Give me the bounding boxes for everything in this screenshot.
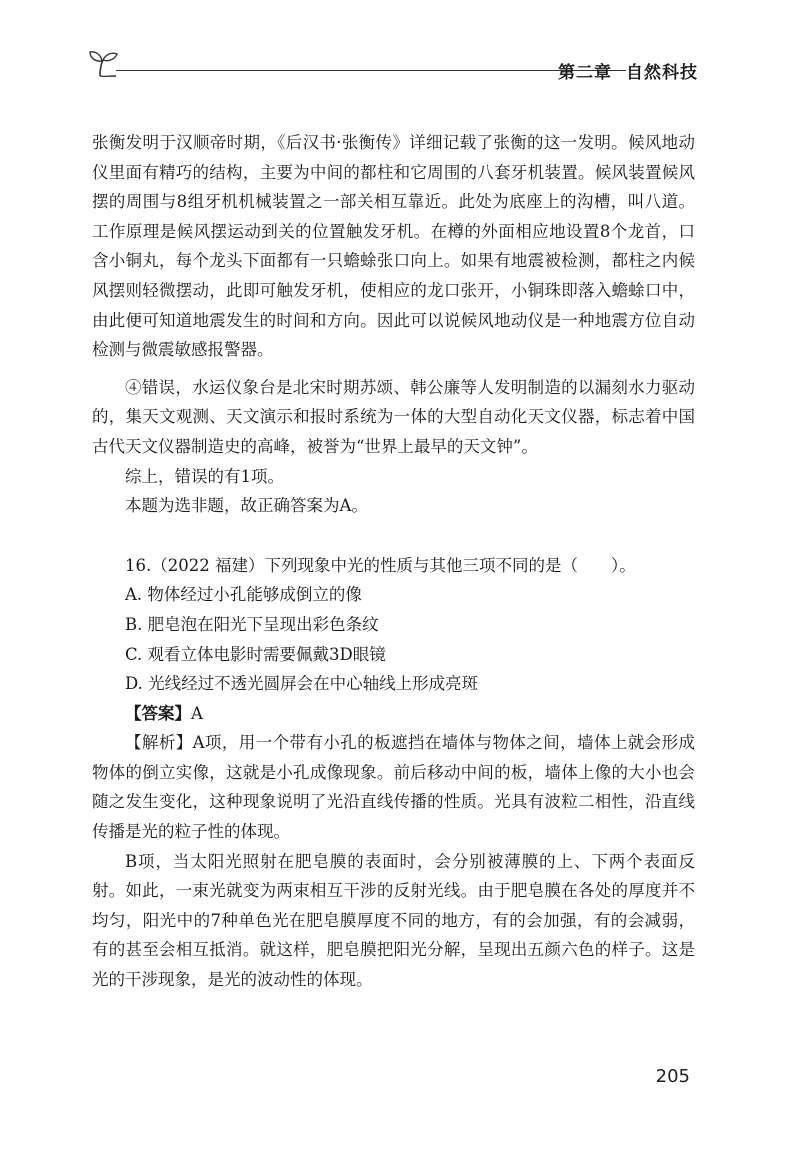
option-a: A. 物体经过小孔能够成倒立的像 xyxy=(125,585,362,605)
question-stem: 16.（2022 福建）下列现象中光的性质与其他三项不同的是（ ）。 xyxy=(125,555,636,575)
analysis-b: B项，当太阳光照射在肥皂膜的表面时，会分别被薄膜的上、下两个表面反射。如此，一束光就变为两束相互干涉的反射光线。由于肥皂膜在各处的厚度并不均匀，阳光中的7种单色光在肥皂膜厚度不同的地方，有的会加强，有的会减弱，有的甚至会相互抵消。就这样，肥皂膜把阳光分解，呈现出五颜六色的样子。这是光的干涉现象，是光的波动性的体现。 xyxy=(92,851,695,990)
answer-line xyxy=(92,699,695,729)
analysis-a xyxy=(92,728,695,846)
chapter-number: 第二章 xyxy=(558,63,612,83)
analysis-a-text: A项，用一个带有小孔的板遮挡在墙体与物体之间，墙体上就会形成物体的倒立实像，这就是小孔成像现象。前后移动中间的板，墙体上像的大小也会随之发生变化，这种现象说明了光沿直线传播的性质。光具有波粒二相性，沿直线传播是光的粒子性的体现。 xyxy=(92,733,696,842)
answer-value: A xyxy=(191,703,203,723)
page-body xyxy=(92,128,695,995)
header-rule xyxy=(116,70,626,71)
option-c: C. 观看立体电影时需要佩戴3D眼镜 xyxy=(125,644,386,664)
paragraph-seismograph: 张衡发明于汉顺帝时期，《后汉书·张衡传》详细记载了张衡的这一发明。候风地动仪里面有精巧的结构，主要为中间的都柱和它周围的八套牙机装置。候风装置候风摆的周围与8组牙机机械装置之一部关相互靠近。此处为底座上的沟槽，叫八道。工作原理是候风摆运动到关的位置触发牙机。在樽的外面相应地设置8个龙首，口含小铜丸，每个龙头下面都有一只蟾蜍张口向上。如果有地震被检测，都柱之内候风摆则轻微摆动，此即可触发牙机，使相应的龙口张开，小铜珠即落入蟾蜍口中，由此便可知道地震发生的时间和方向。因此可以说候风地动仪是一种地震方位自动检测与微震敏感报警器。 xyxy=(92,133,695,360)
option-d: D. 光线经过不透光圆屏会在中心轴线上形成亮斑 xyxy=(125,674,479,694)
paragraph-summary: 综上，错误的有1项。 xyxy=(125,466,284,486)
paragraph-conclusion: 本题为选非题，故正确答案为A。 xyxy=(125,496,368,516)
chapter-heading xyxy=(558,58,698,83)
option-b: B. 肥皂泡在阳光下呈现出彩色条纹 xyxy=(125,614,379,634)
page-number: 205 xyxy=(655,1066,690,1087)
analysis-label: 【解析】 xyxy=(125,733,193,753)
page-header xyxy=(86,40,706,83)
paragraph-item-4: ④错误，水运仪象台是北宋时期苏颂、韩公廉等人发明制造的以漏刻水力驱动的，集天文观测、天文演示和报时系统为一体的大型自动化天文仪器，标志着中国古代天文仪器制造史的高峰，被誉为“世界上最早的天文钟”。 xyxy=(92,377,695,456)
answer-label: 【答案】 xyxy=(125,703,191,723)
chapter-title: 自然科技 xyxy=(626,63,698,83)
sprout-icon xyxy=(86,46,120,80)
